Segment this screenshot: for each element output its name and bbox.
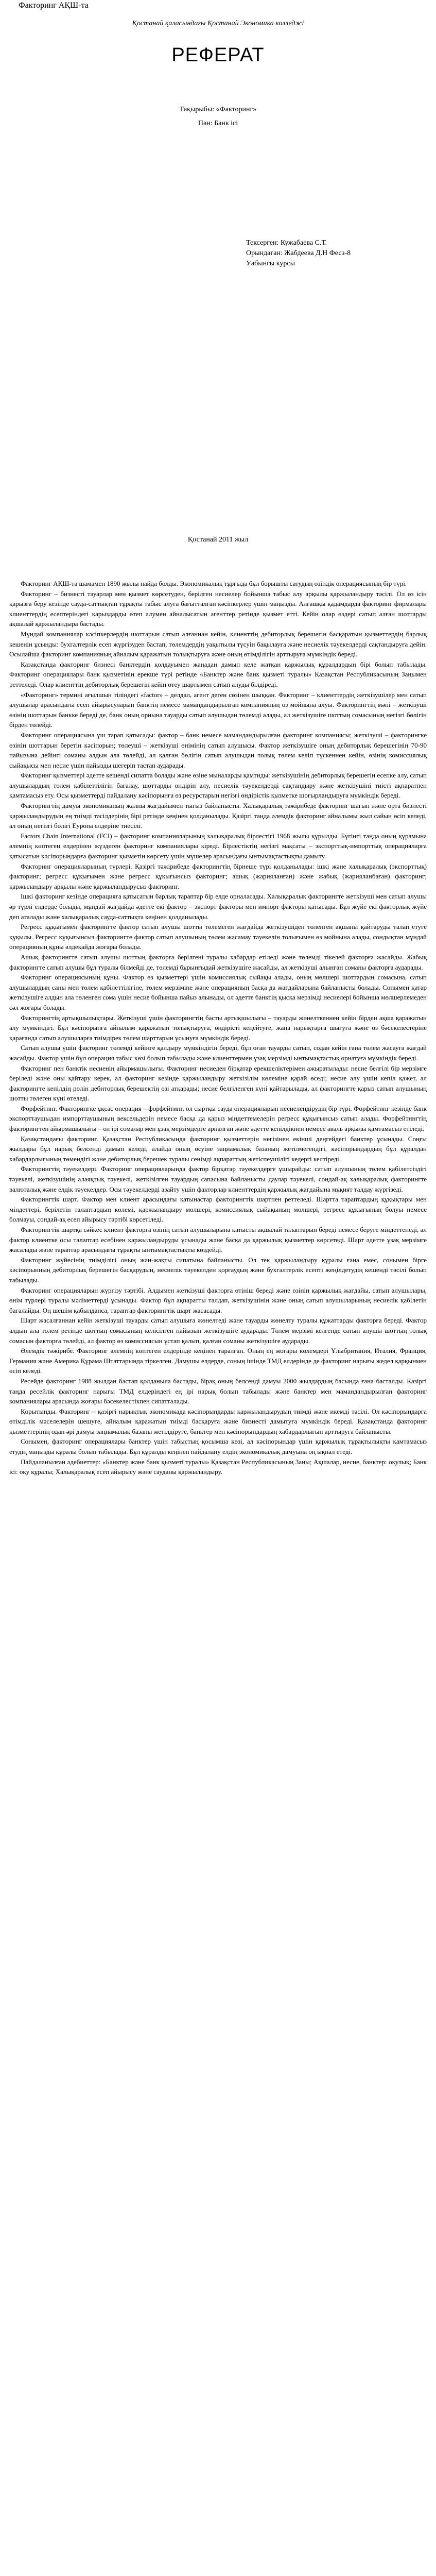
- body-paragraph: Факторингтің артықшылықтары. Жеткізуші үшін факторингтің басты артықшылығы – тауарды жөнелткеннен кейін бірден ақша қаражатын алу мүмкіндігі. Бұл кәсіпорынға айналым қаражатын толықтыруға, өндірісті кеңейтуге, жаңа нарықтарға шығуға және өз бәсекелестеріне қарағанда сатып алушыларға тиімдірек төлем шарттарын ұсынуға мүмкіндік береді.: [9, 1013, 427, 1042]
- body-paragraph: Факторингтік шарт. Фактор мен клиент арасындағы қатынастар факторингтік шартпен реттеледі. Шартта тараптардың құқықтары мен міндеттері, берілетін талаптардың көлемі, қаржыландыру мөлшері, комиссиялық сыйақының мөлшері, регресс құқығының болуы немесе болмауы, сондай-ақ есеп айырысу тәртібі көрсетіледі.: [9, 1195, 427, 1224]
- body-paragraph: Факторинг – бизнесті тауарлар мен қызмет көрсетуден, берілген несиелер бойынша табыс алу арқылы қаржыландыру тәсілі. Ол өз ісін қарызға беру кезінде сауда-саттықтан тұрақты табыс алуға бағытталған кәсіпкерлер үшін маңызды. Алғашқы қадамдарда факторинг фирмалары клиенттердің есептеріндегі қарыздарды өтеп алумен айналысатын агенттер ретінде қызмет етті. Кейін олар өздері сатып алған шоттарды ақшалай қаржыландыра бастады.: [9, 589, 427, 628]
- body-paragraph: Қазақстанда факторинг бизнесі банктердің қолдауымен жаңадан дамып келе жатқан қаржылық құралдардың бірі болып табылады. Факторинг операциялары банк қызметінің ерекше түрі ретінде «Банктер және банк қызметі туралы» Қазақстан Республикасының Заңымен реттеледі. Олар клиенттің дебиторлық берешегін кейін өтеу шартымен сатып алуды білдіреді.: [9, 660, 427, 688]
- body-paragraph: Факторингтің дамуы экономиканың жалпы жағдайымен тығыз байланысты. Халықаралық тәжірибеде факторинг шағын және орта бизнесті қаржыландырудың ең тиімді тәсілдерінің бірі ретінде кеңінен қолданылады. Қазіргі таңда әлемдік факторинг айналымы жыл сайын өсіп келеді, ал оның негізгі бөлігі Еуропа елдеріне тиесілі.: [9, 802, 427, 830]
- body-paragraph: Мұндай компаниялар кәсіпкерлердің шоттарын сатып алғаннан кейін, клиенттің дебиторлық берешегін басқаратын қызметтердің барлық кешенін ұсынды: бухгалтерлік есеп жүргізуден бастап, төлемдердің уақытылы түсуін бақылауға және несиелік тәуекелдерді сақтандыруға дейін. Осылайша факторинг компанияның айналым қаражатын толықтыруға және оның өтімділігін арттыруға мүмкіндік береді.: [9, 630, 427, 658]
- topic-line: Тақырыбы: «Факторинг»: [179, 106, 257, 113]
- body-paragraph: Factors Chain International (FCI) – факторинг компанияларының халықаралық бірлестігі 1968 жылы құрылды. Бүгінгі таңда оның құрамына әлемнің көптеген елдерінен жүздеген факторинг компаниялары кіреді. Бірлестіктің негізгі мақсаты – экспорттық-импорттық операцияларға қатысатын кәсіпорындарға факторинг қызметін көрсету үшін мүшелер арасындағы ынтымақтастықты дамыту.: [9, 832, 427, 860]
- body-paragraph: Факторинг операциясының құны. Фактор өз қызметтері үшін комиссиялық сыйақы алады, оның мөлшері шоттардың сомасына, сатып алушылардың саны мен төлем қабілеттілігіне, төлем мерзіміне және операцияның басқа да жағдайларына байланысты болады. Сонымен қатар жеткізушіге алдын ала төленген сома үшін несие бойынша пайыз алынады, ол әдетте банктің қысқа мерзімді несиелері бойынша мөлшерлемеден сәл жоғары болады.: [9, 973, 427, 1011]
- body-paragraph: Қазақстандағы факторинг. Қазақстан Республикасында факторинг қызметтерін негізінен екінші деңгейдегі банктер ұсынады. Соңғы жылдары бұл нарық белсенді дамып келеді, алайда оның өсуіне заңнамалық базаның жетілмегендігі, кәсіпорындардың бұл құралдан хабардарлығының төмендігі және дебиторлық берешек туралы сенімді ақпараттың жетіспеушілігі кедергі келтіреді.: [9, 1134, 427, 1163]
- body-text: [9, 579, 427, 1477]
- page-title: РЕФЕРАТ: [171, 44, 265, 66]
- body-paragraph: Факторинг қызметтері әдетте кешенді сипатта болады және өзіне мыналарды қамтиды: жеткізушінің дебиторлық берешегін есепке алу, сатып алушылардың төлем қабілеттілігін бағалау, шоттарды өндіріп алу, несиелік тәуекелдерді сақтандыру және жеткізушіні тиісті ақпаратпен қамтамасыз ету. Осы қызметтерді пайдалану кәсіпорынға өз ресурстарын негізгі өндірістік қызметке шоғырландыруға мүмкіндік береді.: [9, 771, 427, 800]
- city-year: Қостанай 2011 жыл: [187, 536, 249, 544]
- body-paragraph: Регресс құқығымен факторингте фактор сатып алушы шотты төлемеген жағдайда жеткізушіден төленген ақшаны қайтаруды талап етуге құқылы. Регресс құқығынсыз факторингте фактор сатып алушының төлем жасамау тәуекелін толығымен өз мойнына алады, сондықтан мұндай операцияның құны әлдеқайда жоғары болады.: [9, 923, 427, 951]
- body-paragraph: Ресейде факторинг 1988 жылдан бастап қолданыла бастады, бірақ оның белсенді дамуы 2000 жылдардың басында ғана басталды. Қазіргі таңда ресейлік факторинг нарығы ТМД елдеріндегі ең ірі нарық болып табылады және банктер мен мамандандырылған факторинг компаниялары арасында жоғары бәсекелестікпен сипатталады.: [9, 1377, 427, 1405]
- document-header: Факторинг АҚШ-та: [19, 1, 89, 10]
- body-paragraph: Факторинг операцияларын жүргізу тәртібі. Алдымен жеткізуші факторға өтініш береді және өзінің қаржылық жағдайы, сатып алушылары, өнім түрлері туралы мәліметтерді ұсынады. Фактор бұл ақпаратты талдап, жеткізушінің және оның сатып алушыларының несиелік қабілетін бағалайды. Оң шешім қабылданса, тараптар факторингтік шарт жасасады.: [9, 1286, 427, 1314]
- body-paragraph: Сатып алушы үшін факторинг төлемді кейінге қалдыру мүмкіндігін береді, бұл оған тауарды сатып, содан кейін ғана төлем жасауға жағдай жасайды. Фактор үшін бұл операция табыс көзі болып табылады және клиенттермен ұзақ мерзімді ынтымақтастық орнатуға мүмкіндік береді.: [9, 1044, 427, 1062]
- body-paragraph: Факторинг жүйесінің тиімділігі оның жан-жақты сипатына байланысты. Ол тек қаржыландыру құралы ғана емес, сонымен бірге кәсіпорынның дебиторлық берешегін басқарудың, несиелік тәуекелден қорғаудың және бухгалтерлік есепті жеңілдетудің кешенді тәсілі болып табылады.: [9, 1256, 427, 1284]
- body-paragraph: Әлемдік тәжірибе. Факторинг әлемнің көптеген елдерінде кеңінен таралған. Оның ең жоғары көлемдері Ұлыбритания, Италия, Франция, Германия және Америка Құрама Штаттарында тіркелген. Дамушы елдерде, соның ішінде ТМД елдерінде де факторинг нарығы жедел қарқынмен өсіп келеді.: [9, 1347, 427, 1375]
- college-name: Қостанай қаласындағы Қостанай Экономика колледжі: [132, 20, 304, 27]
- body-paragraph: Факторинг АҚШ-та шамамен 1890 жылы пайда болды. Экономикалық тұрғыда бұл борышты сатудың өзіндік операциясының бір түрі.: [21, 580, 407, 587]
- performed-by: Орындаған: Жабдеева Д.Н Фесз-8: [246, 249, 351, 257]
- body-paragraph: Факторинг операциясына үш тарап қатысады: фактор – банк немесе мамандандырылған факторинг компаниясы; жеткізуші – факторингке өзінің шоттарын беретін кәсіпорын; төлеуші – жеткізуші өнімінің сатып алушысы. Фактор жеткізушіге оның дебиторлық берешегінің 70-90 пайызына дейінгі соманы алдын ала төлейді, ал қалған бөлігін сатып алушыдан толық төлем келіп түскеннен кейін, өзінің комиссиялық сыйақысы мен несие үшін пайызды шегеріп тастап аударады.: [9, 731, 427, 769]
- subject-line: Пән: Банк іcі: [198, 120, 238, 127]
- checked-by: Тексерген: Кужабаева С.Т.: [246, 239, 327, 247]
- body-paragraph: Форфейтинг. Факторингке ұқсас операция – форфейтинг, ол сыртқы сауда операцияларын несиелендірудің бір түрі. Форфейтинг кезінде банк экспорттаушыдан импорттаушының вексельдерін немесе басқа да қарыз міндеттемелерін регресс құқығынсыз сатып алады. Форфейтингтің факторингтен айырмашылығы – ол ірі сомалар мен ұзақ мерзімдерге арналған және әдетте кепілдікпен немесе аваль арқылы қамтамасыз етіледі.: [9, 1104, 427, 1133]
- body-paragraph: Пайдаланылған әдебиеттер: «Банктер және банк қызметі туралы» Қазақстан Республикасының Заңы; Ақшалар, несие, банктер: оқулық; Банк ісі: оқу құралы; Халықаралық есеп айырысу және сауданы қаржыландыру.: [9, 1458, 427, 1476]
- body-paragraph: Факторинг операцияларының түрлері. Қазіргі тәжірибеде факторингтің бірнеше түрі қолданылады: ішкі және халықаралық (экспорттық) факторинг; регресс құқығымен және регресс құқығынсыз факторинг; ашық (жарияланған) және жабық (жарияланбаған) факторинг; қаржыландыру арқылы және қаржыландырусыз факторинг.: [9, 862, 427, 890]
- body-paragraph: Ашық факторингте сатып алушы шоттың факторға берілгені туралы хабардар етіледі және төлемді тікелей факторға жасайды. Жабық факторингте сатып алушы бұл туралы білмейді де, төлемді бұрынғыдай жеткізушіге жасайды, ал жеткізуші алынған соманы факторға аударады.: [9, 953, 427, 971]
- body-paragraph: «Факторинг» термині ағылшын тіліндегі «factor» – делдал, агент деген сөзінен шыққан. Факторинг – клиенттердің жеткізушілер мен сатып алушылар арасындағы есеп айырысуларын банктің немесе мамандандырылған компанияның өз мойнына алуы. Факторингтің мәні – жеткізуші өзінің шоттарын банкке береді де, банк оның орнына тауарды сатып алушыдан төлемді алады, ал жеткізушіге шоттың сомасының негізгі бөлігін бірден төлейді.: [9, 690, 427, 729]
- body-paragraph: Шарт жасалғаннан кейін жеткізуші тауарды сатып алушыға жөнелтеді және тауарды жөнелту туралы құжаттарды факторға береді. Фактор алдын ала төлем ретінде шоттың сомасының келісілген пайызын жеткізушіге аударады. Төлем мерзімі келгенде сатып алушы шоттың толық сомасын факторға төлейді, ал фактор өз комиссиясын ұстап қалып, қалған соманы жеткізушіге аударады.: [9, 1316, 427, 1345]
- body-paragraph: Қорытынды. Факторинг – қазіргі нарықтық экономикада кәсіпорындарды қаржыландырудың тиімді және икемді тәсілі. Ол кәсіпорындарға өтімділік мәселелерін шешуге, айналым қаражатын тиімді басқаруға және бизнесті дамытуға мүмкіндік береді. Қазақстанда факторинг қызметтерінің одан әрі дамуы заңнамалық базаны жетілдіруге, банктер мен кәсіпорындардың хабардарлығын арттыруға байланысты.: [9, 1407, 427, 1435]
- body-paragraph: Факторингтік шартқа сәйкес клиент факторға өзінің сатып алушыларына қатысты ақшалай талаптарын береді немесе беруге міндеттенеді, ал фактор клиентке осы талаптар есебінен қаржыландыруды ұсынады және басқа да қаржылық қызметтер көрсетеді. Шарт әдетте ұзақ мерзімге жасалады және тараптар арасындағы тұрақты ынтымақтастықты көздейді.: [9, 1226, 427, 1254]
- body-paragraph: Факторинг пен банктік несиенің айырмашылығы. Факторинг несиеден бірқатар ерекшеліктерімен ажыратылады: несие белгілі бір мерзімге беріледі және оны қайтару керек, ал факторинг кезінде қаржыландыру жеткізілім көлеміне қарай өседі; несие алу үшін кепіл қажет, ал факторингте кепілдің рөлін дебиторлық берешектің өзі атқарады; несие белгіленген күні қайтарылады, ал факторингте қарыз сатып алушының шотты төлеген күні өтеледі.: [9, 1064, 427, 1103]
- body-paragraph: Ішкі факторинг кезінде операцияға қатысатын барлық тараптар бір елде орналасады. Халықаралық факторингте жеткізуші мен сатып алушы әр түрлі елдерде болады, мұндай жағдайда әдетте екі фактор – экспорт факторы мен импорт факторы қатысады. Бұл жүйе екі факторлық жүйе деп аталады және халықаралық сауда-саттықта кеңінен қолданылады.: [9, 892, 427, 921]
- course-line: Уабынгы курсы: [246, 260, 295, 267]
- title-page: [9, 0, 427, 580]
- authors-block: [246, 238, 351, 269]
- body-paragraph: Сонымен, факторинг операциялары банктер үшін табыстың қосымша көзі, ал кәсіпорындар үшін қаржылық тұрақтылықты қамтамасыз етудің маңызды құралы болып табылады. Бұл құралды кеңінен пайдалану елдің экономикалық дамуына оң ықпал етеді.: [9, 1437, 427, 1456]
- body-paragraph: Факторингтің тәуекелдері. Факторинг операцияларында фактор бірқатар тәуекелдерге ұшырайды: сатып алушының төлем қабілетсіздігі тәуекелі, жеткізушінің алаяқтық тәуекелі, жеткізілген тауардың сапасына байланысты даулар тәуекелі, сондай-ақ халықаралық факторингте валюталық және елдік тәуекелдер. Осы тәуекелдерді азайту үшін факторлар клиенттердің қаржылық жағдайына мұқият талдау жүргізеді.: [9, 1165, 427, 1193]
